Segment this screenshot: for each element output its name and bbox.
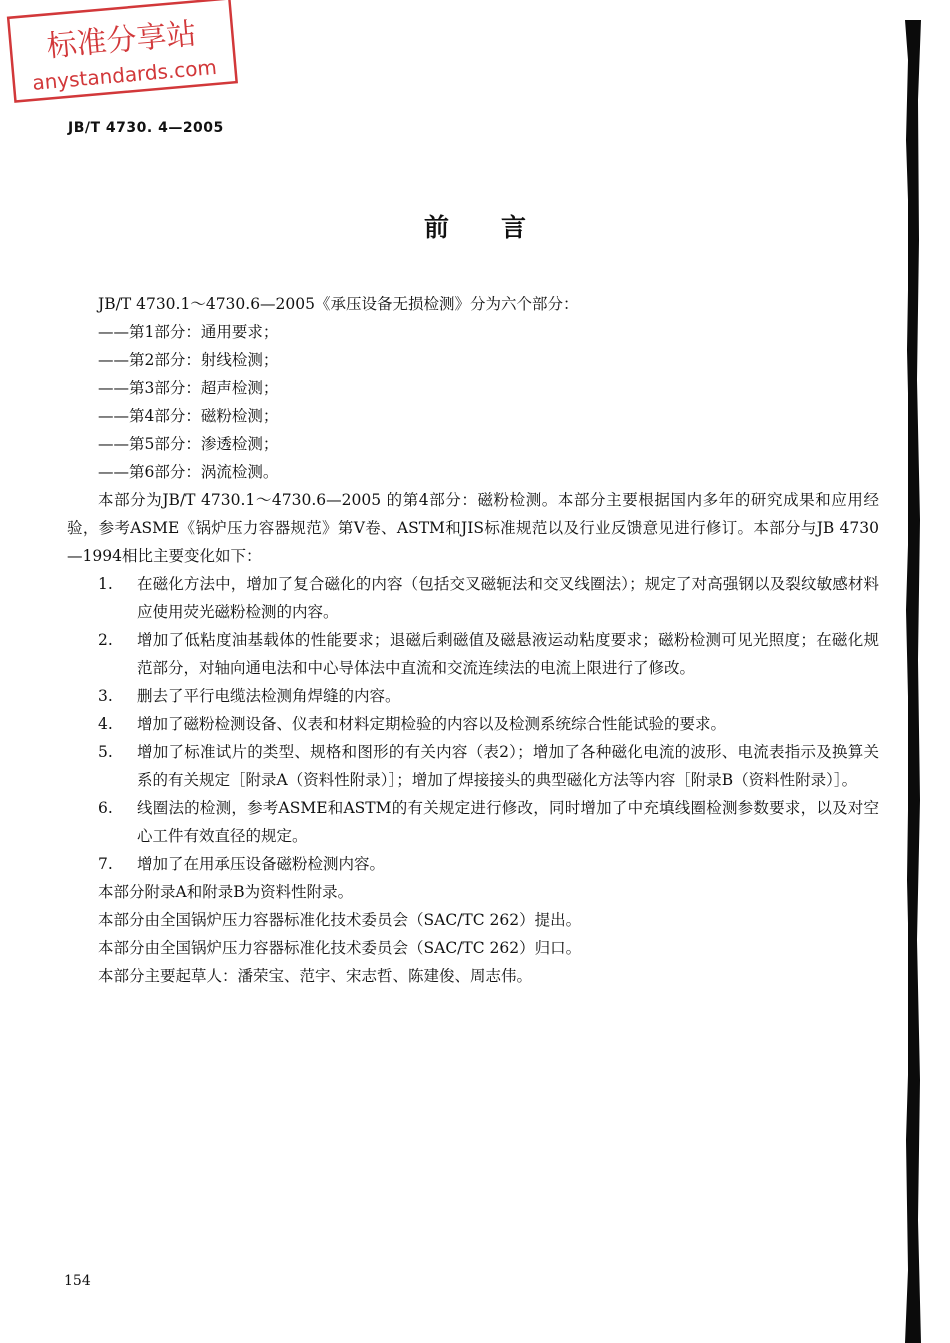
watermark-stamp: [6, 0, 239, 104]
change-number: 7.: [98, 855, 113, 873]
change-number: 1.: [98, 575, 113, 593]
page-number: 154: [64, 1273, 91, 1289]
change-number: 2.: [98, 631, 113, 649]
part-item-6: ——第6部分：涡流检测。: [98, 463, 279, 481]
changes-list: [67, 570, 879, 878]
change-item-7: [67, 850, 879, 878]
part-item-4: ——第4部分：磁粉检测；: [98, 407, 279, 425]
change-text: 删去了平行电缆法检测角焊缝的内容。: [137, 687, 401, 705]
change-text: 增加了低粘度油基载体的性能要求；退磁后剩磁值及磁悬液运动粘度要求；磁粉检测可见光照度；在磁化规范部分，对轴向通电法和中心导体法中直流和交流连续法的电流上限进行了修改。: [137, 631, 879, 677]
page-title-char-2: 言: [501, 213, 527, 242]
closing-line-proposed: 本部分由全国锅炉压力容器标准化技术委员会（SAC/TC 262）提出。: [98, 911, 582, 929]
change-item-2: [67, 626, 879, 682]
change-item-4: [67, 710, 879, 738]
change-number: 6.: [98, 799, 113, 817]
summary-paragraph: 本部分为JB/T 4730.1～4730.6—2005 的第4部分：磁粉检测。本部分主要根据国内多年的研究成果和应用经验，参考ASME《锅炉压力容器规范》第Ⅴ卷、ASTM和JIS标准规范以及行业反馈意见进行修订。本部分与JB 4730—1994相比主要变化如下：: [67, 491, 879, 565]
change-number: 4.: [98, 715, 113, 733]
change-item-3: [67, 682, 879, 710]
closing-line-drafters: 本部分主要起草人：潘荣宝、范宇、宋志哲、陈建俊、周志伟。: [98, 967, 533, 985]
part-item-3: ——第3部分：超声检测；: [98, 379, 279, 397]
svg-text:anystandards.com: anystandards.com: [31, 54, 218, 95]
change-text: 线圈法的检测，参考ASME和ASTM的有关规定进行修改，同时增加了中充填线圈检测参数要求，以及对空心工件有效直径的规定。: [137, 799, 879, 845]
part-item-1: ——第1部分：通用要求；: [98, 323, 279, 341]
change-number: 3.: [98, 687, 113, 705]
change-item-6: [67, 794, 879, 850]
foreword-body: [67, 290, 879, 990]
closing-line-administered: 本部分由全国锅炉压力容器标准化技术委员会（SAC/TC 262）归口。: [98, 939, 582, 957]
intro-paragraph: JB/T 4730.1～4730.6—2005《承压设备无损检测》分为六个部分：: [98, 295, 579, 313]
svg-text:标准分享站: 标准分享站: [45, 16, 198, 65]
change-text: 增加了在用承压设备磁粉检测内容。: [137, 855, 386, 873]
page-title: [0, 208, 950, 244]
change-number: 5.: [98, 743, 113, 761]
change-text: 增加了磁粉检测设备、仪表和材料定期检验的内容以及检测系统综合性能试验的要求。: [137, 715, 727, 733]
part-item-2: ——第2部分：射线检测；: [98, 351, 279, 369]
closing-line-appendix: 本部分附录A和附录B为资料性附录。: [98, 883, 354, 901]
closing-notes: [67, 878, 879, 990]
change-text: 在磁化方法中，增加了复合磁化的内容（包括交叉磁轭法和交叉线圈法）；规定了对高强钢以及裂纹敏感材料应使用荧光磁粉检测的内容。: [137, 575, 879, 621]
change-item-5: [67, 738, 879, 794]
standard-code: JB/T 4730. 4—2005: [68, 120, 224, 136]
parts-list: [67, 318, 879, 486]
page-title-char-1: 前: [423, 213, 449, 242]
change-item-1: [67, 570, 879, 626]
part-item-5: ——第5部分：渗透检测；: [98, 435, 279, 453]
change-text: 增加了标准试片的类型、规格和图形的有关内容（表2）；增加了各种磁化电流的波形、电流表指示及换算关系的有关规定［附录A（资料性附录）］；增加了焊接接头的典型磁化方法等内容［附录B（资料性附录）］。: [137, 743, 879, 789]
